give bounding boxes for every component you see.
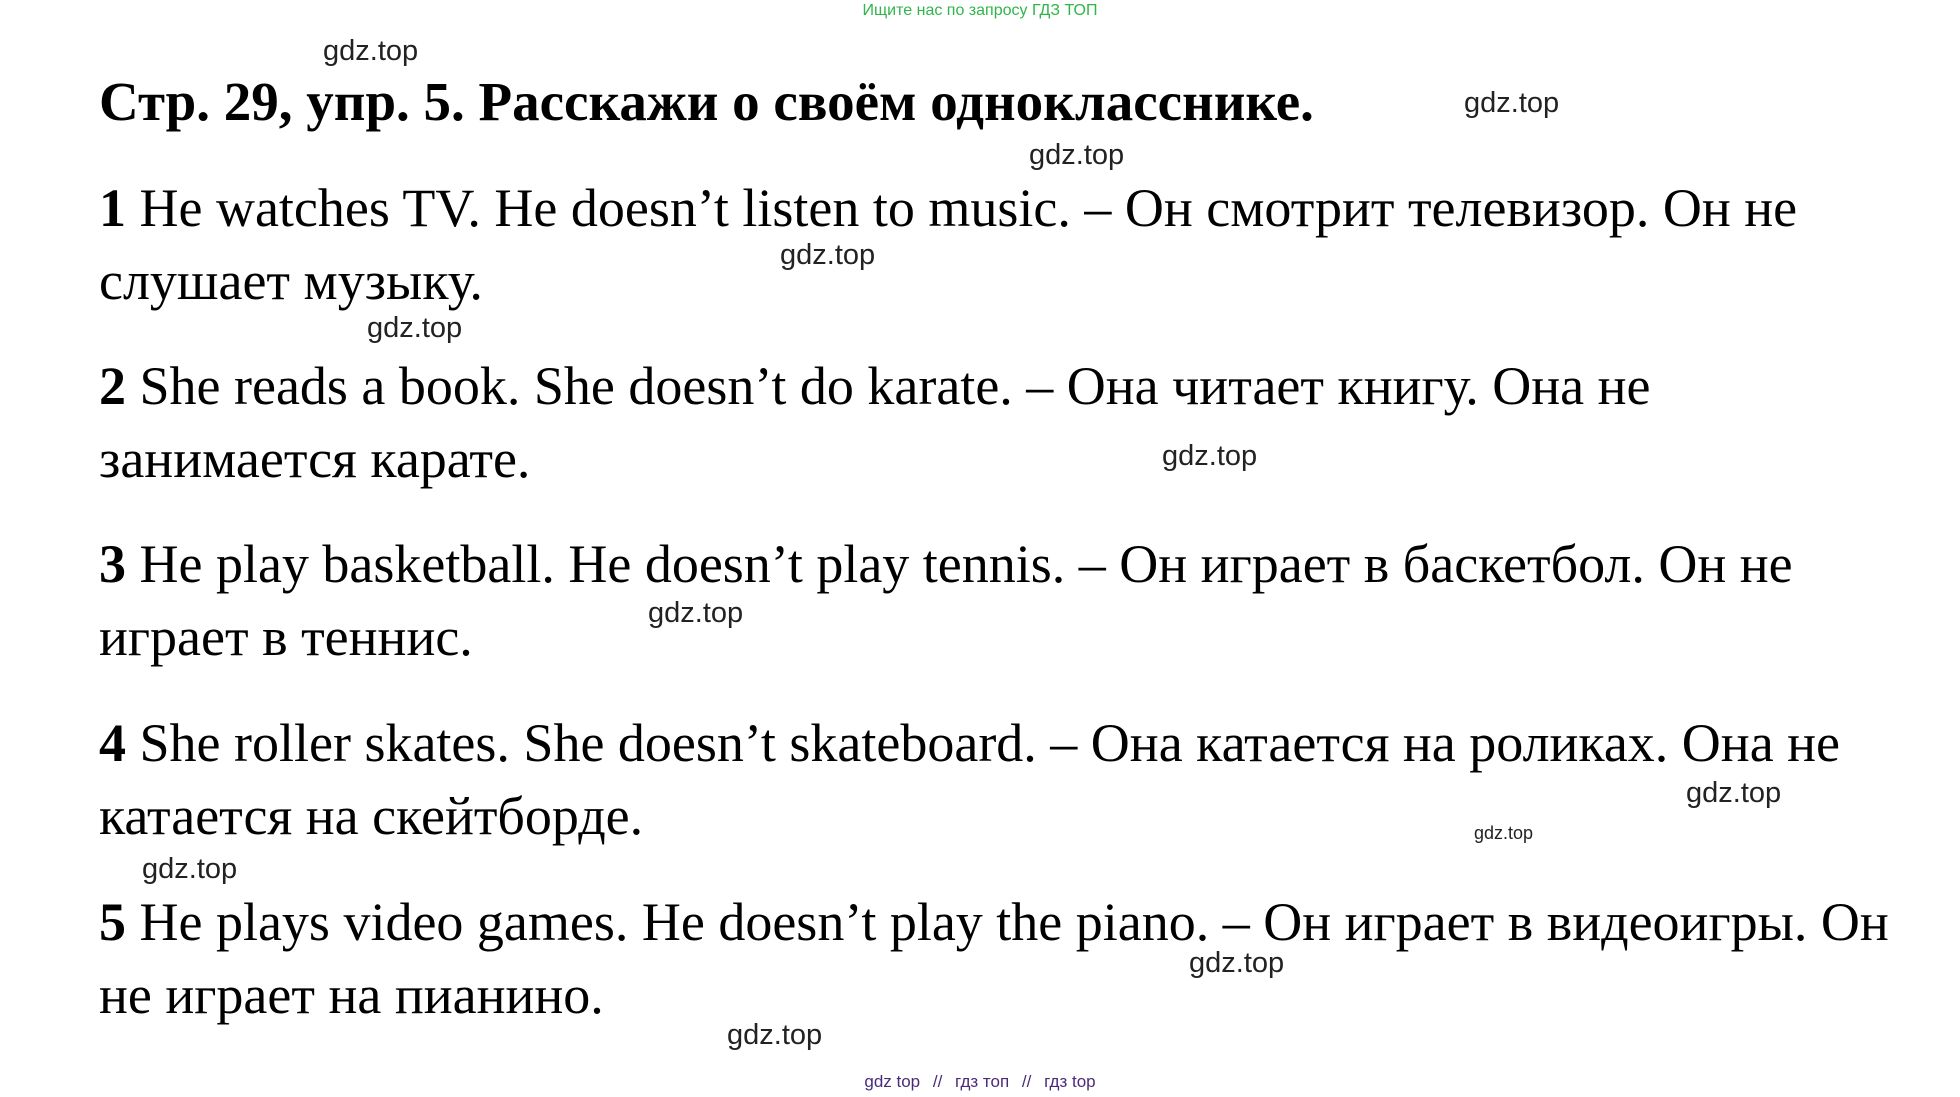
item-text: He watches TV. He doesn’t listen to music. – Он смотрит телевизор. Он не слушает музыку.	[99, 178, 1798, 311]
item-text: He play basketball. He doesn’t play tennis. – Он играет в баскетбол. Он не играет в теннис.	[99, 534, 1793, 667]
page-title: Стр. 29, упр. 5. Расскажи о своём однокласснике.	[99, 71, 1314, 132]
exercise-item-5	[99, 886, 1899, 1032]
watermark: gdz.top	[780, 239, 876, 271]
exercise-item-4	[99, 707, 1899, 853]
exercise-item-2	[99, 350, 1899, 496]
watermark: gdz.top	[1189, 947, 1285, 979]
watermark: gdz.top	[727, 1019, 823, 1051]
exercise-item-1	[99, 172, 1899, 318]
exercise-item-3	[99, 528, 1899, 674]
watermark: gdz.top	[142, 853, 238, 885]
item-text: She roller skates. She doesn’t skateboard. – Она катается на роликах. Она не катается на скейтборде.	[99, 713, 1841, 846]
watermark: gdz.top	[323, 35, 419, 67]
watermark: gdz.top	[1686, 777, 1782, 809]
watermark: gdz.top	[1464, 87, 1560, 119]
footer-links	[0, 1071, 1960, 1093]
item-text: He plays video games. He doesn’t play the piano. – Он играет в видеоигры. Он не играет на пианино.	[99, 892, 1889, 1025]
item-number: 4	[99, 713, 126, 773]
watermark: gdz.top	[1162, 440, 1258, 472]
footer-link-gdz-top-mixed[interactable]: гдз top	[1044, 1072, 1096, 1091]
watermark: gdz.top	[367, 312, 463, 344]
footer-separator: //	[1021, 1072, 1032, 1091]
watermark: gdz.top	[1474, 823, 1534, 843]
item-number: 3	[99, 534, 126, 594]
footer-link-gdz-top-ru[interactable]: гдз топ	[955, 1072, 1010, 1091]
footer-separator: //	[932, 1072, 943, 1091]
item-number: 1	[99, 178, 126, 238]
watermark: gdz.top	[648, 597, 744, 629]
watermark: gdz.top	[1029, 139, 1125, 171]
item-number: 2	[99, 356, 126, 416]
footer-link-gdz-top[interactable]: gdz top	[864, 1072, 921, 1091]
top-banner[interactable]: Ищите нас по запросу ГДЗ ТОП	[862, 2, 1098, 19]
item-number: 5	[99, 892, 126, 952]
item-text: She reads a book. She doesn’t do karate. – Она читает книгу. Она не занимается карате.	[99, 356, 1651, 489]
